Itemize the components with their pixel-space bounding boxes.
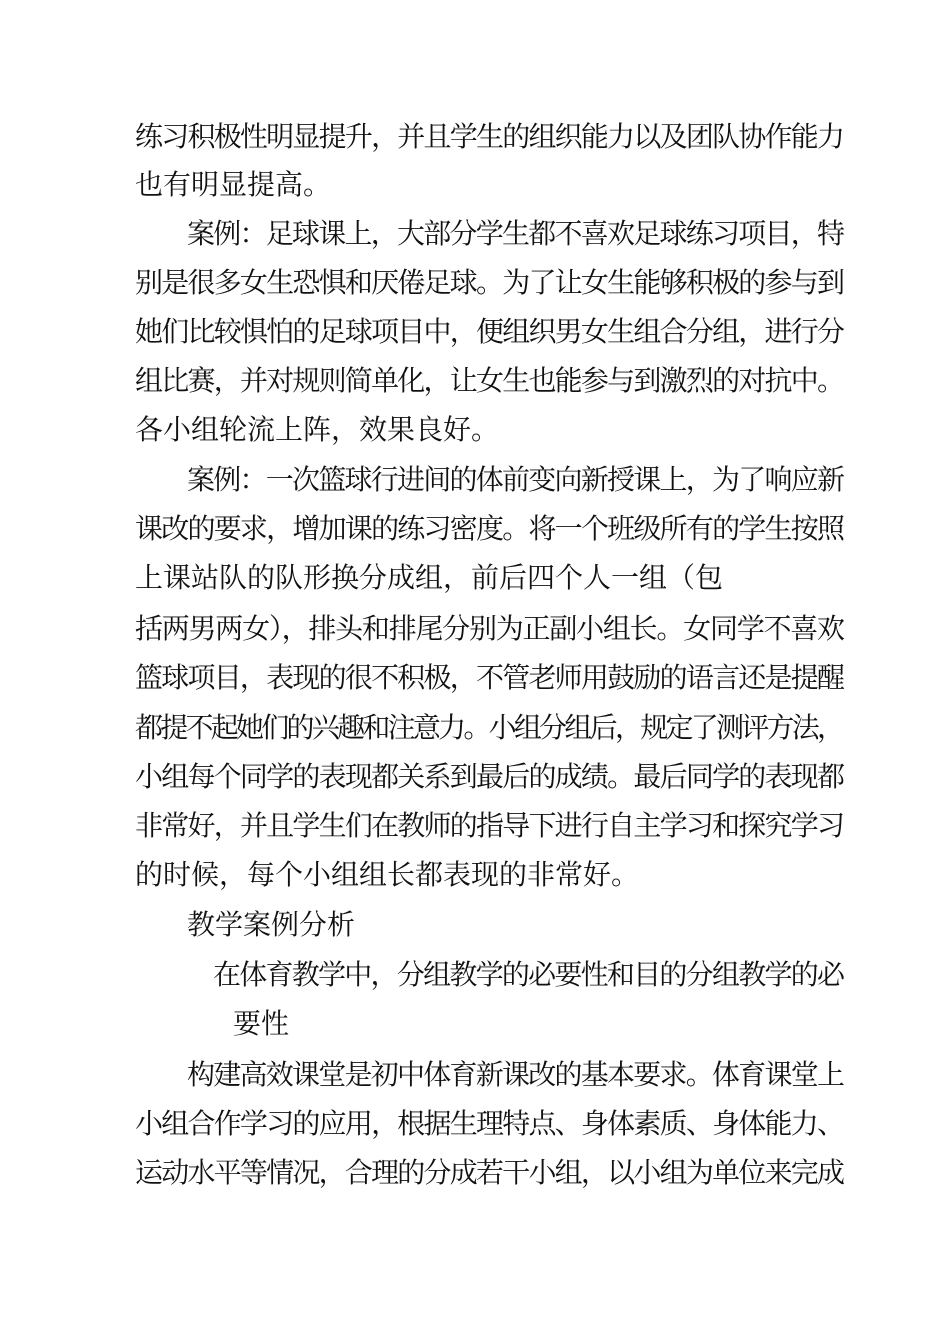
text-line: 各小组轮流上阵，效果良好。 — [135, 413, 500, 446]
paragraph-first-line: 构建高效课堂是初中体育新课改的基本要求。体育课堂上 — [187, 1058, 844, 1091]
text-line: 练习积极性明显提升，并且学生的组织能力以及团队协作能力 — [135, 120, 844, 153]
text-line: 她们比较惧怕的足球项目中，便组织男女生组合分组，进行分 — [135, 315, 844, 348]
text-line: 运动水平等情况，合理的分成若干小组，以小组为单位来完成 — [135, 1156, 844, 1189]
text-line: 组比赛，并对规则简单化，让女生也能参与到激烈的对抗中。 — [135, 364, 844, 397]
text-line: 都提不起她们的兴趣和注意力。小组分组后，规定了测评方法， — [135, 711, 843, 744]
text-line: 非常好，并且学生们在教师的指导下进行自主学习和探究学习 — [135, 809, 844, 842]
text-line: 上课站队的队形换分成组，前后四个人一组（包 — [135, 561, 724, 594]
subsection-heading: 在体育教学中，分组教学的必要性和目的分组教学的必 — [213, 958, 844, 991]
text-line: 也有明显提高。 — [135, 168, 332, 201]
text-line: 课改的要求，增加课的练习密度。将一个班级所有的学生按照 — [135, 512, 844, 545]
text-line: 篮球项目，表现的很不积极，不管老师用鼓励的语言还是提醒 — [135, 661, 844, 694]
text-line: 小组每个同学的表现都关系到最后的成绩。最后同学的表现都 — [135, 760, 844, 793]
text-line: 别是很多女生恐惧和厌倦足球。为了让女生能够积极的参与到 — [135, 266, 844, 299]
paragraph-first-line: 案例：一次篮球行进间的体前变向新授课上，为了响应新 — [187, 463, 844, 496]
section-heading: 教学案例分析 — [187, 908, 356, 941]
text-line: 小组合作学习的应用，根据生理特点、身体素质、身体能力、 — [135, 1107, 844, 1140]
text-line: 的时候，每个小组组长都表现的非常好。 — [135, 858, 640, 891]
text-line: 括两男两女），排头和排尾分别为正副小组长。女同学不喜欢 — [135, 612, 844, 645]
subsection-heading-continued: 要性 — [233, 1007, 290, 1040]
paragraph-first-line: 案例：足球课上，大部分学生都不喜欢足球练习项目，特 — [187, 217, 844, 250]
